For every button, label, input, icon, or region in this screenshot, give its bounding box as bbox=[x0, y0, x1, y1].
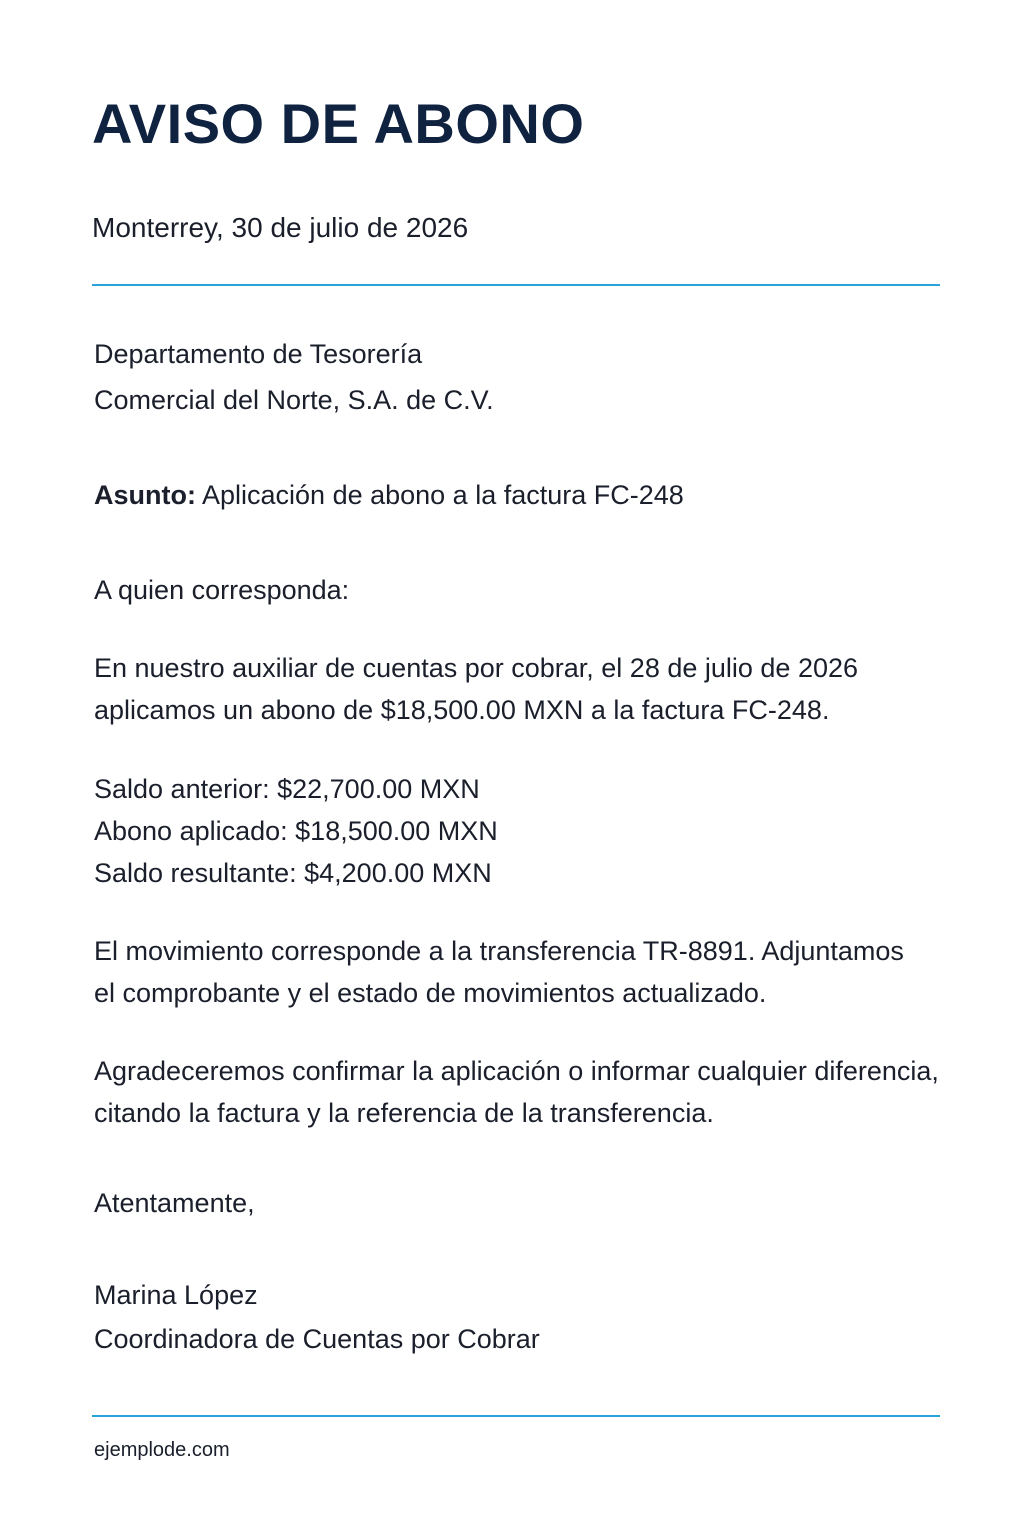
resulting-balance: Saldo resultante: $4,200.00 MXN bbox=[94, 858, 492, 888]
paragraph-line: aplicamos un abono de $18,500.00 MXN a la factura FC-248. bbox=[94, 695, 830, 725]
recipient-block bbox=[94, 331, 494, 423]
previous-balance: Saldo anterior: $22,700.00 MXN bbox=[94, 774, 480, 804]
applied-payment: Abono aplicado: $18,500.00 MXN bbox=[94, 816, 498, 846]
signer-role: Coordinadora de Cuentas por Cobrar bbox=[94, 1324, 540, 1354]
footer-site: ejemplode.com bbox=[94, 1439, 230, 1461]
recipient-company: Comercial del Norte, S.A. de C.V. bbox=[94, 385, 494, 415]
closing: Atentamente, bbox=[94, 1188, 255, 1218]
paragraph-transfer bbox=[94, 930, 904, 1014]
paragraph-line: el comprobante y el estado de movimientos actualizado. bbox=[94, 978, 767, 1008]
balance-summary bbox=[94, 768, 498, 894]
subject-line bbox=[94, 473, 684, 517]
paragraph-line: Agradeceremos confirmar la aplicación o informar cualquier diferencia, bbox=[94, 1056, 939, 1086]
recipient-department: Departamento de Tesorería bbox=[94, 339, 423, 369]
subject-text: Aplicación de abono a la factura FC-248 bbox=[195, 480, 684, 510]
paragraph-line: El movimiento corresponde a la transferencia TR-8891. Adjuntamos bbox=[94, 936, 904, 966]
paragraph-line: En nuestro auxiliar de cuentas por cobrar, el 28 de julio de 2026 bbox=[94, 653, 859, 683]
top-divider bbox=[92, 284, 940, 286]
signature-block bbox=[94, 1273, 540, 1361]
subject-label: Asunto: bbox=[94, 480, 196, 510]
date-line: Monterrey, 30 de julio de 2026 bbox=[92, 212, 469, 243]
document-title: AVISO DE ABONO bbox=[92, 92, 585, 155]
paragraph-request bbox=[94, 1050, 939, 1134]
paragraph-application bbox=[94, 647, 858, 731]
paragraph-line: citando la factura y la referencia de la transferencia. bbox=[94, 1098, 714, 1128]
greeting: A quien corresponda: bbox=[94, 575, 350, 605]
bottom-divider bbox=[92, 1415, 940, 1417]
signer-name: Marina López bbox=[94, 1280, 258, 1310]
